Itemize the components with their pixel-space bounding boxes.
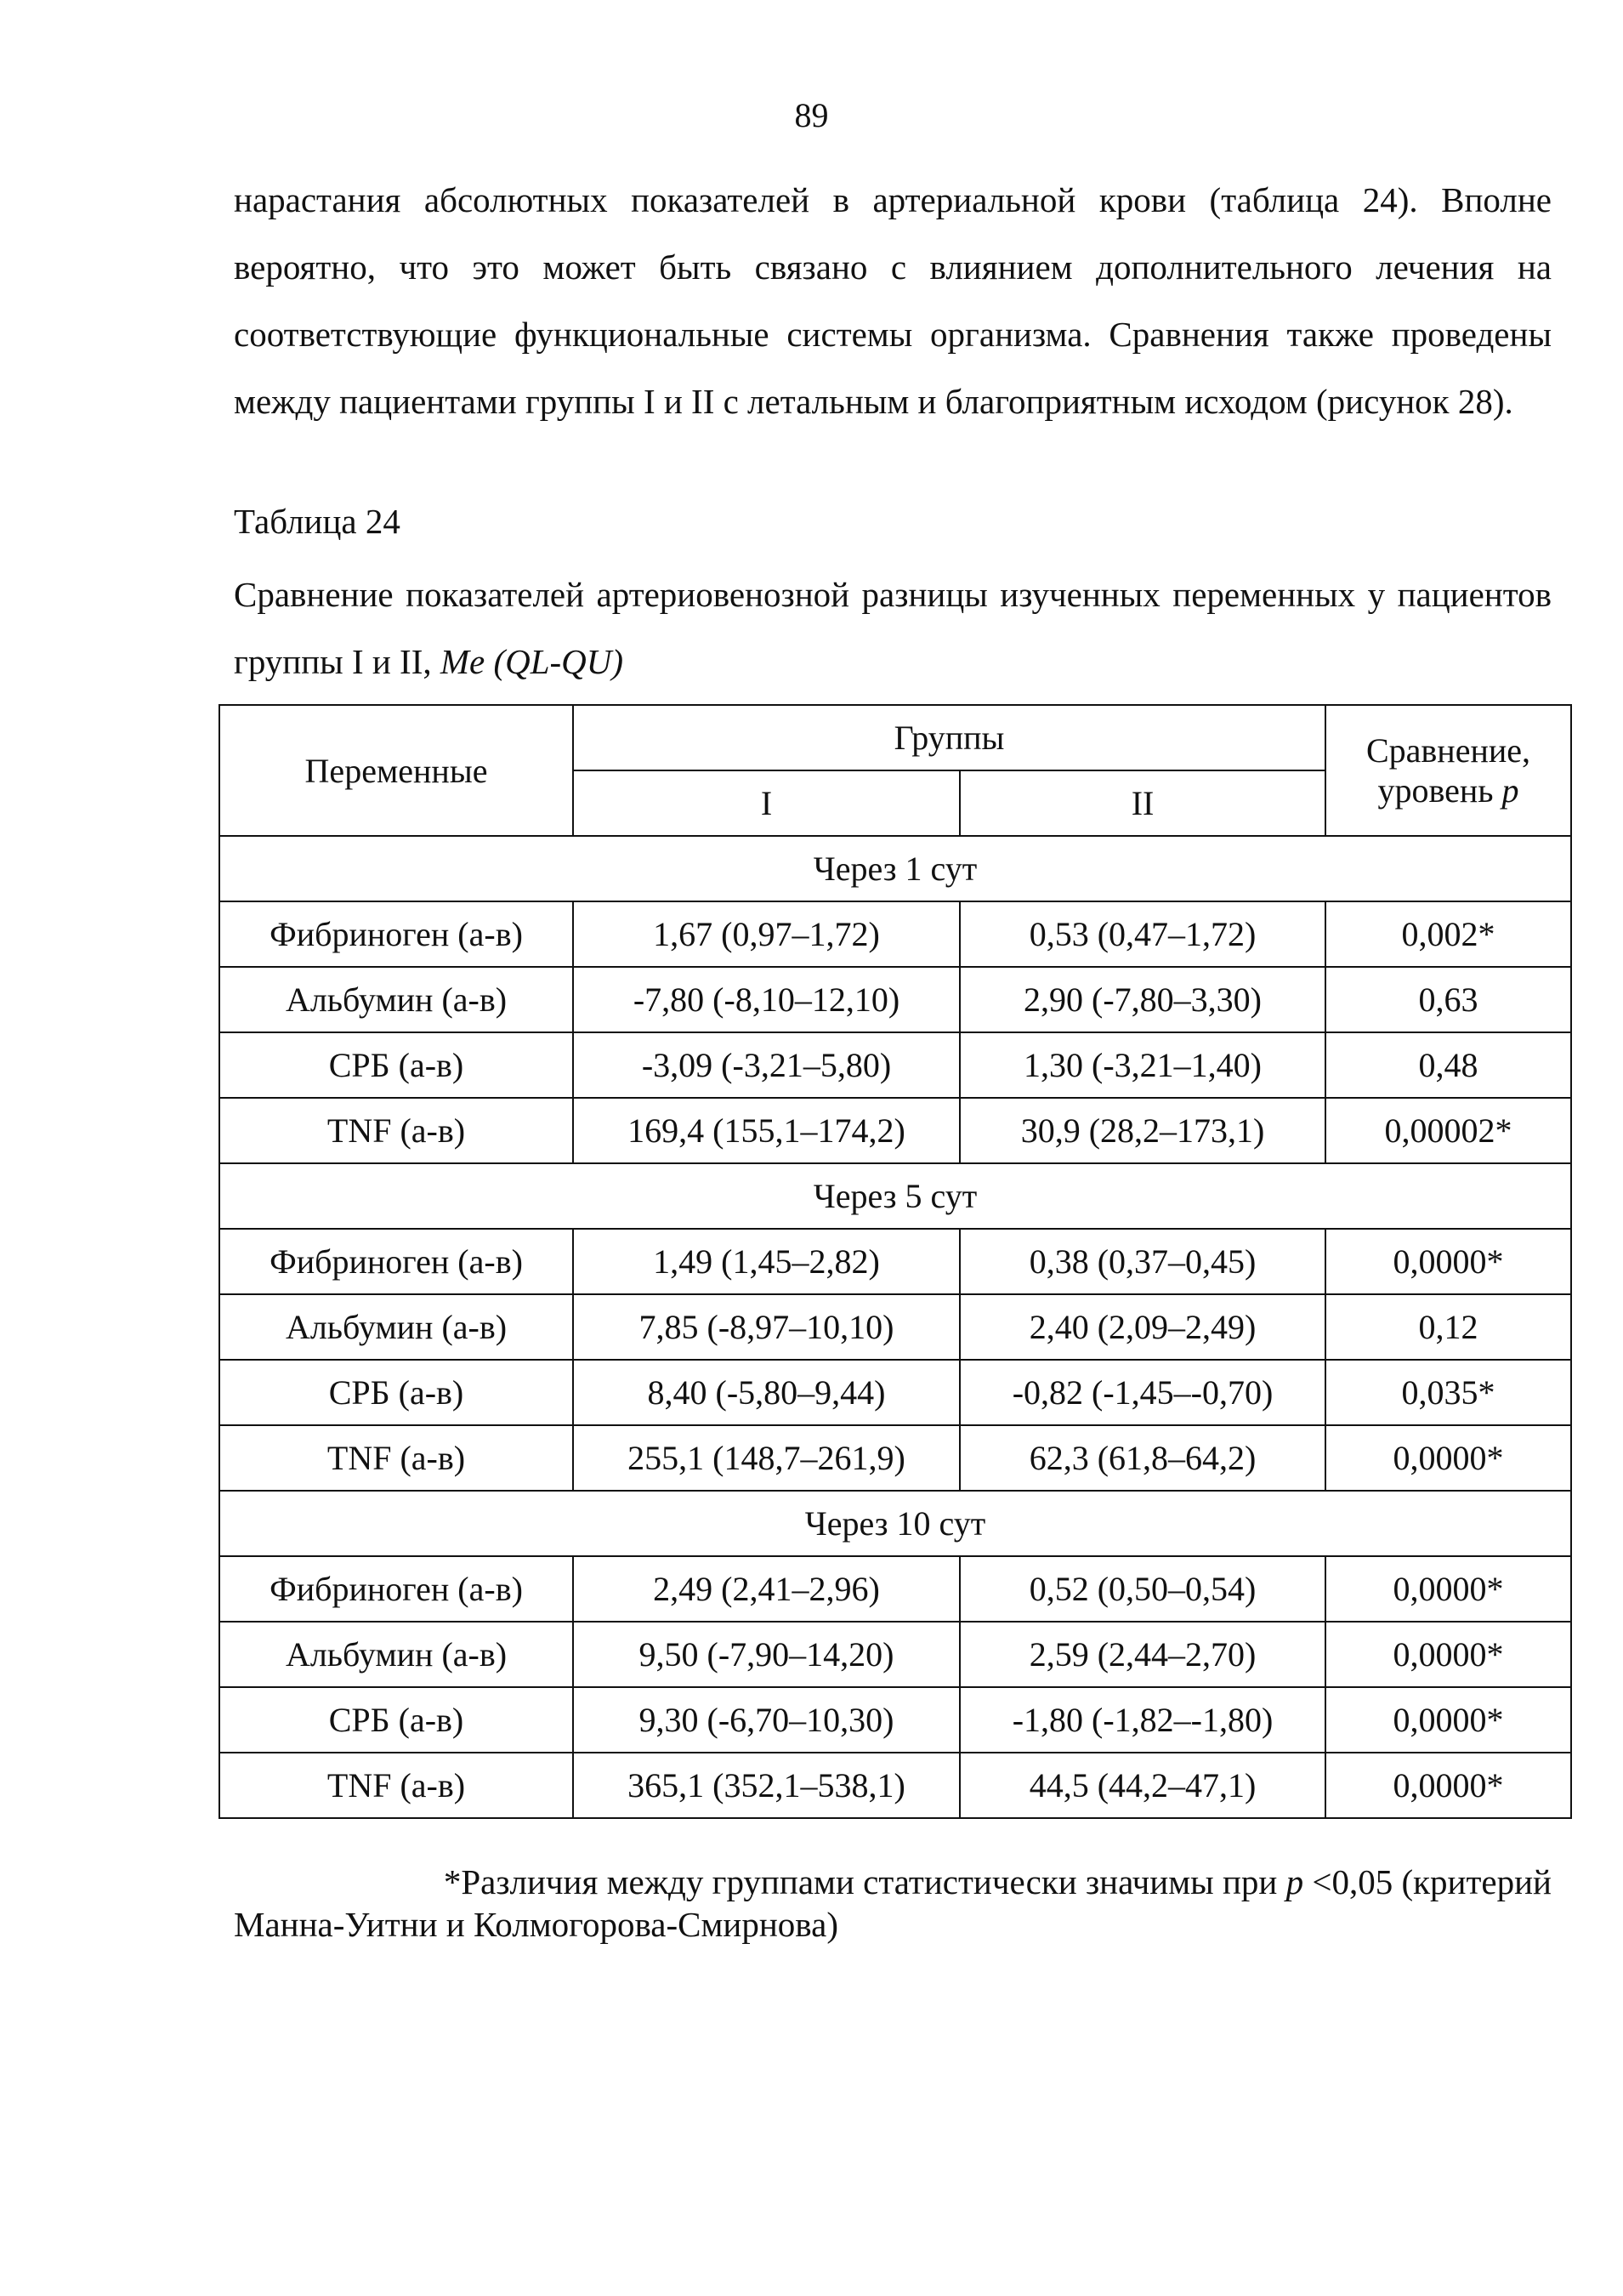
table-row [219, 1032, 1571, 1098]
cell-variable: СРБ (а-в) [219, 1360, 573, 1425]
footnote-line-2: Манна-Уитни и Колмогорова-Смирнова) [234, 1905, 838, 1944]
header-comparison-p: p [1501, 771, 1519, 810]
table-label: Таблица 24 [234, 502, 400, 541]
cell-variable: Альбумин (а-в) [219, 967, 573, 1032]
cell-p-value: 0,0000* [1325, 1753, 1571, 1818]
cell-group-1: 169,4 (155,1–174,2) [573, 1098, 960, 1163]
header-groups: Группы [573, 705, 1325, 770]
cell-group-2: 0,53 (0,47–1,72) [960, 901, 1325, 967]
cell-p-value: 0,63 [1325, 967, 1571, 1032]
section-row [219, 1163, 1571, 1229]
cell-group-2: 1,30 (-3,21–1,40) [960, 1032, 1325, 1098]
section-row [219, 1491, 1571, 1556]
cell-variable: Альбумин (а-в) [219, 1622, 573, 1687]
cell-variable: Фибриноген (а-в) [219, 901, 573, 967]
table-caption-statistic: Me (QL-QU) [440, 642, 624, 681]
cell-variable: TNF (а-в) [219, 1753, 573, 1818]
cell-group-1: 255,1 (148,7–261,9) [573, 1425, 960, 1491]
table-caption [234, 561, 1552, 696]
cell-group-2: 44,5 (44,2–47,1) [960, 1753, 1325, 1818]
cell-group-1: -3,09 (-3,21–5,80) [573, 1032, 960, 1098]
header-variables: Переменные [219, 705, 573, 836]
cell-variable: Фибриноген (а-в) [219, 1556, 573, 1622]
cell-p-value: 0,12 [1325, 1294, 1571, 1360]
header-group-2: II [960, 770, 1325, 836]
cell-p-value: 0,0000* [1325, 1687, 1571, 1753]
cell-group-2: 0,52 (0,50–0,54) [960, 1556, 1325, 1622]
cell-group-2: 2,40 (2,09–2,49) [960, 1294, 1325, 1360]
footnote-text-2: <0,05 (критерий [1303, 1862, 1552, 1901]
section-title: Через 5 сут [219, 1163, 1571, 1229]
table-row [219, 1622, 1571, 1687]
cell-p-value: 0,0000* [1325, 1229, 1571, 1294]
footnote-line-1 [234, 1861, 1552, 1903]
section-row [219, 836, 1571, 901]
table-footnote [234, 1861, 1552, 1946]
cell-p-value: 0,0000* [1325, 1556, 1571, 1622]
cell-p-value: 0,48 [1325, 1032, 1571, 1098]
header-comparison-line1: Сравнение, [1365, 731, 1531, 770]
cell-group-2: 30,9 (28,2–173,1) [960, 1098, 1325, 1163]
cell-p-value: 0,0000* [1325, 1425, 1571, 1491]
cell-variable: Альбумин (а-в) [219, 1294, 573, 1360]
cell-group-2: -1,80 (-1,82–-1,80) [960, 1687, 1325, 1753]
cell-group-1: 9,30 (-6,70–10,30) [573, 1687, 960, 1753]
table-row [219, 1098, 1571, 1163]
cell-variable: TNF (а-в) [219, 1425, 573, 1491]
table-row [219, 1294, 1571, 1360]
cell-group-2: 0,38 (0,37–0,45) [960, 1229, 1325, 1294]
cell-group-1: 7,85 (-8,97–10,10) [573, 1294, 960, 1360]
cell-variable: СРБ (а-в) [219, 1032, 573, 1098]
cell-group-2: 2,59 (2,44–2,70) [960, 1622, 1325, 1687]
cell-group-1: 365,1 (352,1–538,1) [573, 1753, 960, 1818]
header-comparison [1325, 705, 1571, 836]
header-comparison-line2: уровень [1377, 771, 1502, 810]
cell-group-1: -7,80 (-8,10–12,10) [573, 967, 960, 1032]
cell-group-2: 2,90 (-7,80–3,30) [960, 967, 1325, 1032]
footnote-text-1: *Различия между группами статистически значимы при [443, 1862, 1286, 1901]
body-paragraph: нарастания абсолютных показателей в артериальной крови (таблица 24). Вполне вероятно, что это может быть связано с влиянием дополнительного лечения на соответствующие функциональные системы организма. Сравнения также проведены между пациентами группы I и II с летальным и благоприятным исходом (рисунок 28). [234, 180, 1552, 421]
cell-variable: Фибриноген (а-в) [219, 1229, 573, 1294]
cell-group-1: 1,49 (1,45–2,82) [573, 1229, 960, 1294]
table-row [219, 1753, 1571, 1818]
table-row [219, 967, 1571, 1032]
table-row [219, 1425, 1571, 1491]
table-row [219, 1687, 1571, 1753]
table-row [219, 1556, 1571, 1622]
cell-group-1: 8,40 (-5,80–9,44) [573, 1360, 960, 1425]
cell-p-value: 0,002* [1325, 901, 1571, 967]
table-row [219, 901, 1571, 967]
comparison-table [218, 704, 1572, 1819]
cell-group-1: 9,50 (-7,90–14,20) [573, 1622, 960, 1687]
cell-p-value: 0,0000* [1325, 1622, 1571, 1687]
section-title: Через 1 сут [219, 836, 1571, 901]
header-group-1: I [573, 770, 960, 836]
cell-group-1: 1,67 (0,97–1,72) [573, 901, 960, 967]
cell-p-value: 0,00002* [1325, 1098, 1571, 1163]
cell-variable: СРБ (а-в) [219, 1687, 573, 1753]
cell-p-value: 0,035* [1325, 1360, 1571, 1425]
table-row [219, 1360, 1571, 1425]
section-title: Через 10 сут [219, 1491, 1571, 1556]
table-caption-text: Сравнение показателей артериовенозной разницы изученных переменных у пациентов группы I и II, [234, 575, 1552, 681]
table-row [219, 1229, 1571, 1294]
cell-variable: TNF (а-в) [219, 1098, 573, 1163]
cell-group-1: 2,49 (2,41–2,96) [573, 1556, 960, 1622]
footnote-p: p [1285, 1862, 1304, 1901]
cell-group-2: 62,3 (61,8–64,2) [960, 1425, 1325, 1491]
page-number: 89 [794, 96, 829, 134]
cell-group-2: -0,82 (-1,45–-0,70) [960, 1360, 1325, 1425]
